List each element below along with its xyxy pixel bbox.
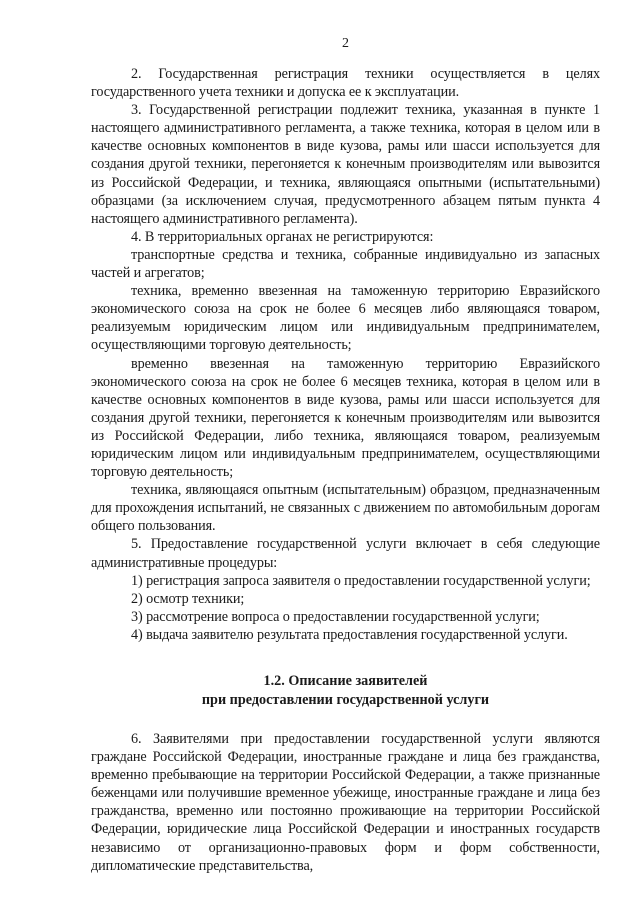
section-heading [91, 672, 600, 710]
page-number: 2 [342, 36, 349, 51]
paragraph-4-item-3: временно ввезенная на таможенную территорию Евразийского экономического союза на срок не более 6 месяцев техника, которая в целом или в качестве основных компонентов в виде кузова, рамы или шасси используется для создания другой техники, перегоняется к конечным производителям или вывозится из Российской Федерации, либо техника, являющаяся товаром, реализуемым юридическим лицом или индивидуальным предпринимателем, осуществляющими торговую деятельность; [91, 355, 600, 481]
procedure-2: 2) осмотр техники; [131, 590, 245, 607]
paragraph-4-item-4: техника, являющаяся опытным (испытательным) образцом, предназначенным для прохождения испытаний, не связанных с движением по автомобильным дорогам общего пользования. [91, 482, 600, 535]
paragraph-2: 2. Государственная регистрация техники осуществляется в целях государственного учета техники и допуска ее к эксплуатации. [91, 66, 600, 101]
paragraph-6: 6. Заявителями при предоставлении государственной услуги являются граждане Российской Федерации, иностранные граждане и лица без гражданства, временно пребывающие на территории Российской Федерации, а также признанные беженцами или получившие временное убежище, иностранные граждане и лица без гражданства, временно или постоянно проживающие на территории Российской Федерации, юридические лица Российской Федерации и иностранных государств независимо от организационно-правовых форм и форм собственности, дипломатические представительства, [91, 731, 600, 874]
procedure-3: 3) рассмотрение вопроса о предоставлении государственной услуги; [131, 608, 540, 625]
procedure-1: 1) регистрация запроса заявителя о предоставлении государственной услуги; [131, 572, 591, 589]
procedure-4: 4) выдача заявителю результата предоставления государственной услуги. [131, 626, 568, 643]
section-heading-line-1: 1.2. Описание заявителей [263, 673, 428, 689]
paragraph-4-item-1: транспортные средства и техника, собранные индивидуально из запасных частей и агрегатов; [91, 246, 600, 282]
paragraph-4: 4. В территориальных органах не регистрируются: [131, 228, 434, 245]
body-before-heading [91, 65, 600, 644]
body-after-heading [91, 730, 600, 875]
paragraph-3: 3. Государственной регистрации подлежит техника, указанная в пункте 1 настоящего административного регламента, а также техника, которая в целом или в качестве основных компонентов в виде кузова, рамы или шасси используется для создания другой техники, перегоняется к конечным производителям или вывозится из Российской Федерации, и техника, являющаяся опытными (испытательными) образцами (за исключением случая, предусмотренного абзацем пятым пункта 4 настоящего административного регламента). [91, 102, 600, 227]
paragraph-5: 5. Предоставление государственной услуги включает в себя следующие административные процедуры: [91, 536, 600, 571]
paragraph-4-item-2: техника, временно ввезенная на таможенную территорию Евразийского экономического союза на срок не более 6 месяцев либо являющаяся товаром, реализуемым юридическим лицом или индивидуальным предпринимателем, осуществляющими торговую деятельность; [91, 283, 600, 354]
section-heading-line-2: при предоставлении государственной услуги [201, 692, 490, 708]
